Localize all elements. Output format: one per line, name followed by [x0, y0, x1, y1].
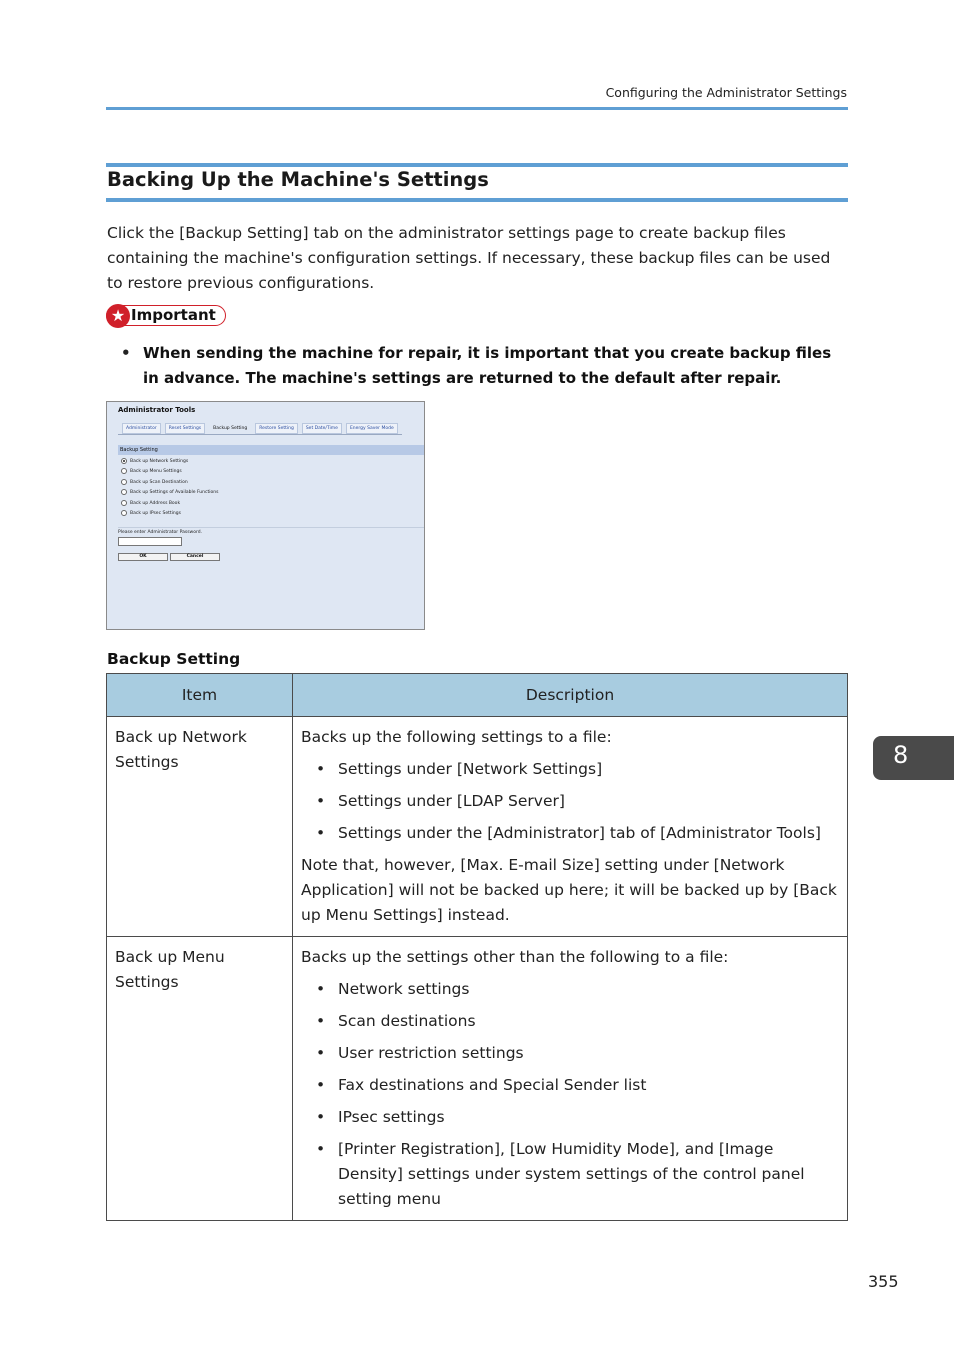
list-item: • Fax destinations and Special Sender list — [301, 1073, 839, 1098]
row-lead: Backs up the following settings to a file: — [301, 728, 612, 746]
row-lead: Backs up the settings other than the following to a file: — [301, 948, 729, 966]
list-item: • Settings under [LDAP Server] — [301, 789, 839, 814]
tab-set-date-time[interactable]: Set Date/Time — [302, 423, 342, 434]
chapter-tab — [873, 736, 954, 780]
tab-divider — [118, 434, 402, 435]
list-item: • Network settings — [301, 977, 839, 1002]
tab-administrator[interactable]: Administrator — [122, 423, 161, 434]
tab-reset-settings[interactable]: Reset Settings — [165, 423, 205, 434]
cancel-button[interactable]: Cancel — [170, 553, 220, 561]
header-rule — [106, 107, 848, 110]
screenshot-tabs — [122, 423, 398, 434]
option-scan-destination[interactable]: Back up Scan Destination — [121, 479, 188, 485]
list-item: • Settings under the [Administrator] tab of [Administrator Tools] — [301, 821, 839, 846]
page-number: 355 — [868, 1272, 899, 1291]
bullet-icon: • — [121, 344, 131, 362]
intro-paragraph: Click the [Backup Setting] tab on the administrator settings page to create backup files containing the machine's configuration settings. If necessary, these backup files can be used to restore previous configurations. — [107, 224, 831, 292]
screenshot-backup-setting — [106, 401, 425, 630]
radio-icon[interactable] — [121, 479, 127, 485]
table-row — [107, 937, 848, 1221]
star-icon: ★ — [106, 304, 130, 328]
running-header: Configuring the Administrator Settings — [605, 85, 847, 100]
screenshot-title: Administrator Tools — [118, 406, 196, 414]
section-title-rule-top — [106, 163, 848, 167]
tab-backup-setting[interactable]: Backup Setting — [209, 423, 251, 434]
bullet-list — [301, 757, 839, 846]
screenshot-section-bar — [118, 445, 425, 455]
radio-icon[interactable] — [121, 500, 127, 506]
section-title: Backing Up the Machine's Settings — [107, 168, 489, 191]
list-item: • IPsec settings — [301, 1105, 839, 1130]
header-description: Description — [293, 674, 848, 717]
tab-energy-saver-mode[interactable]: Energy Saver Mode — [346, 423, 398, 434]
row-description — [293, 717, 848, 937]
row-item: Back up Menu Settings — [107, 937, 293, 1221]
password-prompt: Please enter Administrator Password. — [118, 530, 203, 535]
radio-icon[interactable] — [121, 510, 127, 516]
section-title-rule-bottom — [106, 198, 848, 202]
radio-icon[interactable] — [121, 489, 127, 495]
important-label: Important — [131, 306, 216, 324]
backup-setting-table — [106, 673, 848, 1221]
row-description — [293, 937, 848, 1221]
chapter-number: 8 — [893, 741, 909, 769]
list-item: • Scan destinations — [301, 1009, 839, 1034]
list-item: • User restriction settings — [301, 1041, 839, 1066]
option-menu-settings[interactable]: Back up Menu Settings — [121, 468, 182, 474]
option-address-book[interactable]: Back up Address Book — [121, 500, 180, 506]
header-item: Item — [107, 674, 293, 717]
option-available-functions[interactable]: Back up Settings of Available Functions — [121, 489, 218, 495]
option-ipsec-settings[interactable]: Back up IPsec Settings — [121, 510, 181, 516]
row-note: Note that, however, [Max. E-mail Size] setting under [Network Application] will not be backed up here; it will be backed up by [Back up Menu Settings] instead. — [301, 856, 837, 924]
screenshot-section-label: Backup Setting — [120, 447, 158, 453]
radio-selected-icon[interactable] — [121, 458, 127, 464]
screenshot-separator — [118, 527, 425, 528]
table-header-row — [107, 674, 848, 717]
list-item: • Settings under [Network Settings] — [301, 757, 839, 782]
bullet-list — [301, 977, 839, 1212]
password-input[interactable] — [118, 537, 182, 546]
row-item: Back up Network Settings — [107, 717, 293, 937]
list-item: • [Printer Registration], [Low Humidity Mode], and [Image Density] settings under system settings of the control panel setting menu — [301, 1137, 839, 1212]
tab-restore-setting[interactable]: Restore Setting — [255, 423, 298, 434]
important-text: When sending the machine for repair, it is important that you create backup files in advance. The machine's settings are returned to the default after repair. — [143, 344, 832, 387]
option-network-settings[interactable]: Back up Network Settings — [121, 458, 188, 464]
radio-icon[interactable] — [121, 468, 127, 474]
table-caption: Backup Setting — [107, 650, 241, 668]
ok-button[interactable]: OK — [118, 553, 168, 561]
table-row — [107, 717, 848, 937]
